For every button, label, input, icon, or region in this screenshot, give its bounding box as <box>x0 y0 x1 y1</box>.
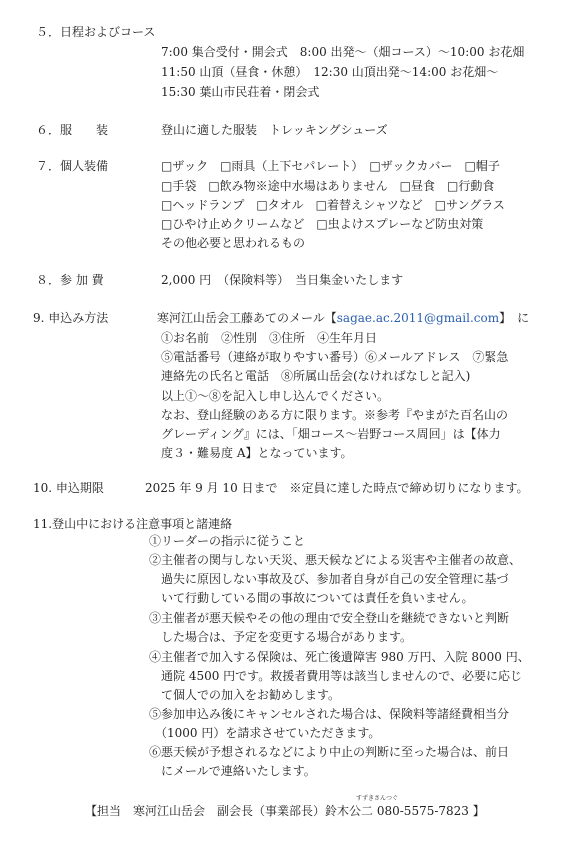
section-11-label: 11.登山中における注意事項と諸連絡 <box>33 517 233 531</box>
notice-line-1: ①リーダーの指示に従うこと <box>149 534 306 548</box>
contact-name: 鈴木公二 <box>325 804 374 818</box>
application-line-1: ①お名前 ②性別 ③住所 ④生年月日 <box>161 331 378 345</box>
section-10-label: 10. 申込期限 <box>33 481 104 495</box>
schedule-line-1: 7:00 集合受付・開会式 8:00 出発～（畑コース）～10:00 お花畑 <box>161 45 525 59</box>
equipment-line-1: □ザック □雨具（上下セパレート） □ザックカバー □帽子 <box>161 159 500 173</box>
notice-line-6: した場合は、予定を変更する場合があります。 <box>149 630 413 644</box>
application-text-post: 】 に <box>499 311 530 325</box>
deadline-value: 2025 年 9 月 10 日まで ※定員に達した時点で締め切りになります。 <box>145 481 529 495</box>
application-line-5: なお、登山経験のある方に限ります。※参考『やまがた百名山の <box>161 408 509 422</box>
notice-line-3: 過失に原因しない事故及び、参加者自身が自己の安全管理に基づ <box>149 572 509 586</box>
schedule-line-2: 11:50 山頂（昼食・休憩） 12:30 山頂出発～14:00 お花畑～ <box>161 65 499 79</box>
application-first-line <box>157 310 529 326</box>
notice-line-10: ⑤参加申込み後にキャンセルされた場合は、保険料等諸経費相当分 <box>149 707 510 721</box>
name-ruby: すずきさんつぐ <box>356 795 398 802</box>
equipment-line-3: □ヘッドランプ □タオル □着替えシャツなど □サングラス <box>161 198 505 212</box>
equipment-line-2: □手袋 □飲み物※途中水場はありません □昼食 □行動食 <box>161 179 495 193</box>
notice-line-13: にメールで連絡いたします。 <box>149 764 316 778</box>
fee-value: 2,000 円 （保険料等） 当日集金いたします <box>161 273 404 287</box>
notice-line-2: ②主催者の関与しない天災、悪天候などによる災害や主催者の故意、 <box>149 553 522 567</box>
notice-line-11: （1000 円）を請求させていただきます。 <box>149 726 381 740</box>
section-8-label: ８．参 加 費 <box>36 273 104 287</box>
application-line-7: 度３・難易度 A】となっています。 <box>161 446 353 460</box>
contact-footer <box>85 803 485 819</box>
application-line-3: 連絡先の氏名と電話 ⑧所属山岳会(なければなしと記入) <box>161 369 471 383</box>
application-text-pre: 寒河江山岳会工藤あてのメール【 <box>157 311 337 325</box>
application-line-2: ⑤電話番号（連絡が取りやすい番号）⑥メールアドレス ⑦緊急 <box>161 350 509 364</box>
equipment-line-5: その他必要と思われるもの <box>161 236 306 250</box>
application-line-6: グレーディング』には、「畑コース～岩野コース周回」は【体力 <box>161 427 501 441</box>
clothing-value: 登山に適した服装 トレッキングシューズ <box>161 123 388 137</box>
section-5-label: ５．日程およびコース <box>36 25 156 39</box>
contact-text-post: 080-5575-7823 】 <box>373 804 485 818</box>
email-link[interactable]: sagae.ac.2011@gmail.com <box>336 311 500 325</box>
notice-line-7: ④主催者で加入する保険は、死亡後遺障害 980 万円、入院 8000 円、 <box>149 650 530 664</box>
equipment-line-4: □ひやけ止めクリームなど □虫よけスプレーなど防虫対策 <box>161 217 484 231</box>
contact-text-pre: 【担当 寒河江山岳会 副会長（事業部長） <box>85 804 326 818</box>
section-7-label: ７．個人装備 <box>36 159 109 173</box>
notice-line-9: て個人での加入をお勧めします。 <box>149 688 341 702</box>
notice-line-5: ③主催者が悪天候やその他の理由で安全登山を継続できないと判断 <box>149 611 510 625</box>
notice-line-12: ⑥悪天候が予想されるなどにより中止の判断に至った場合は、前日 <box>149 745 510 759</box>
section-6-label: ６．服 装 <box>36 123 109 137</box>
notice-line-8: 通院 4500 円です。救援者費用等は該当しませんので、必要に応じ <box>149 669 522 683</box>
schedule-line-3: 15:30 葉山市民荘着・閉会式 <box>161 85 320 99</box>
notice-line-4: いて行動している間の事故については責任を負いません。 <box>149 591 474 605</box>
section-9-label: 9. 申込み方法 <box>33 311 109 325</box>
application-line-4: 以上①～⑧を記入し申し込んでください。 <box>161 389 390 403</box>
